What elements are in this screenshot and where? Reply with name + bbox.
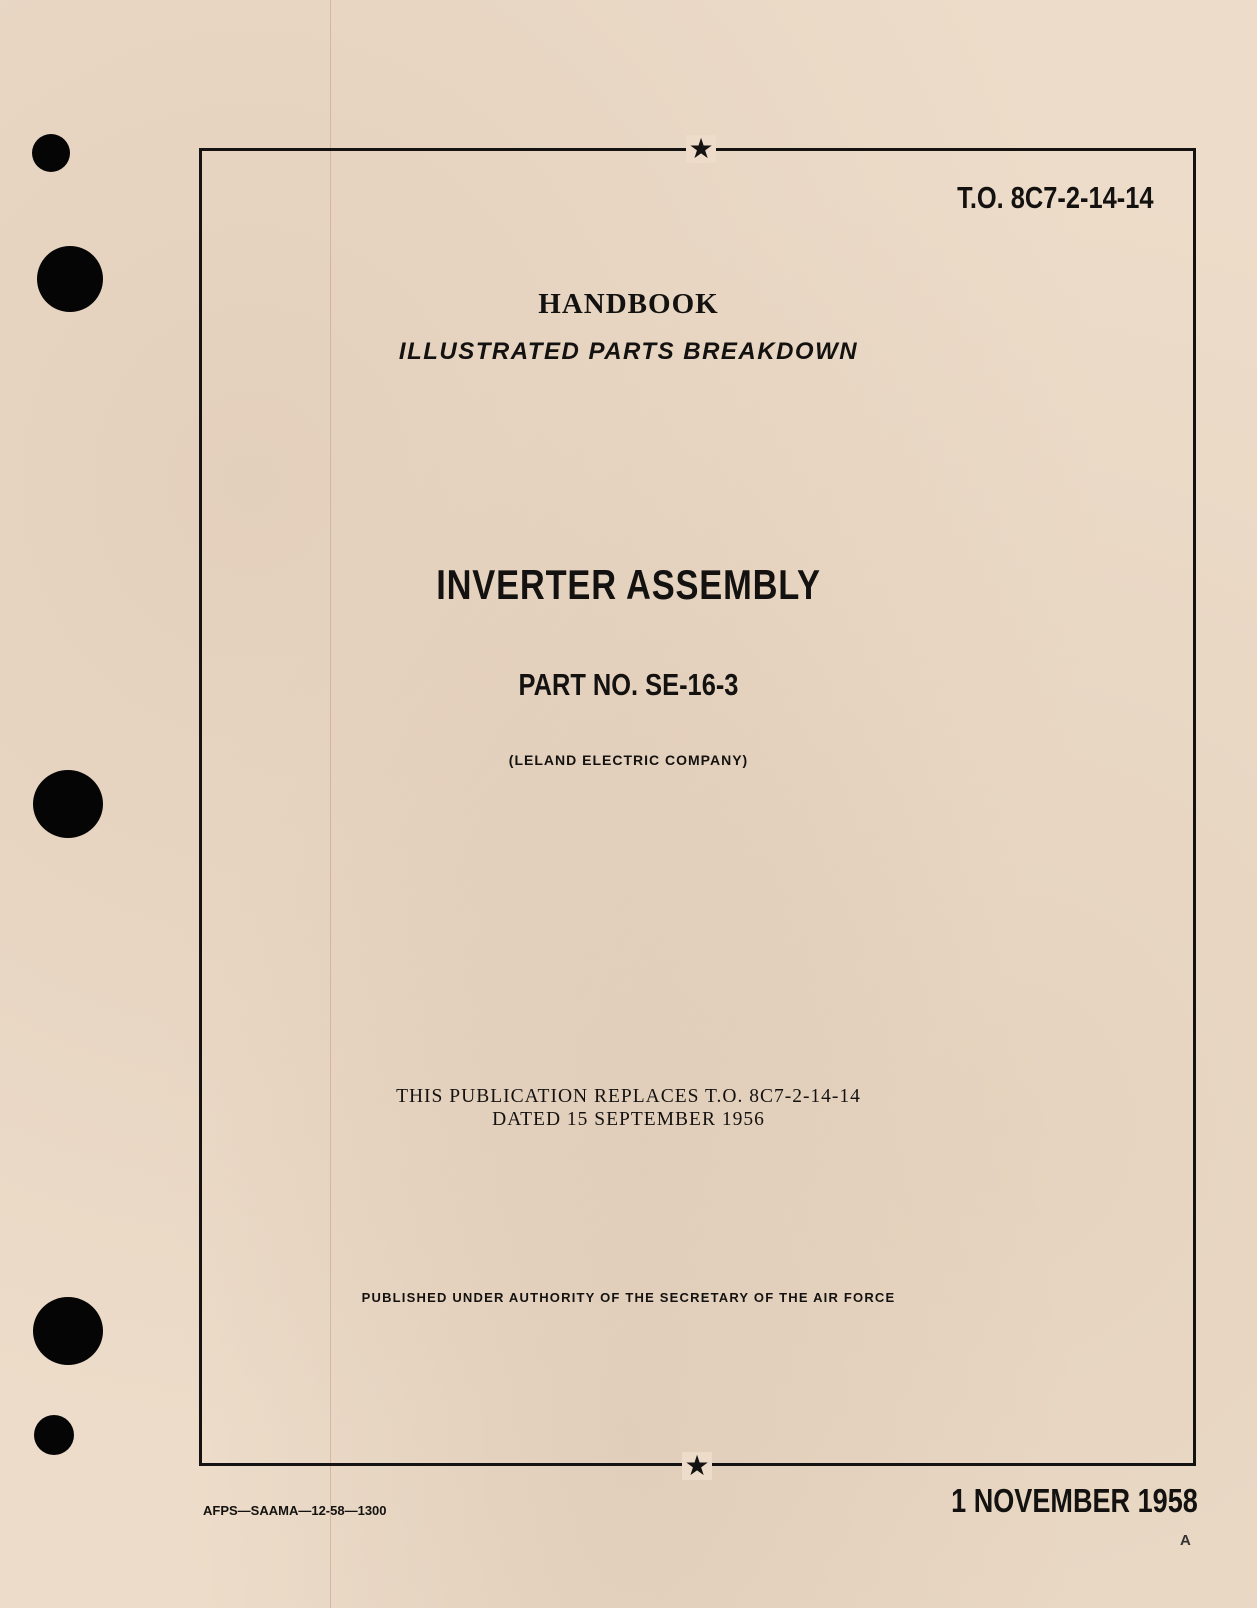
handbook-heading: HANDBOOK (538, 288, 719, 320)
supersession-line: THIS PUBLICATION REPLACES T.O. 8C7-2-14-14 (396, 1086, 861, 1107)
binder-hole (33, 1297, 103, 1365)
print-code: AFPS—SAAMA—12-58—1300 (203, 1503, 387, 1518)
page-mark: A (1180, 1532, 1191, 1549)
supersession-notice (0, 1085, 1257, 1131)
technical-order-number: T.O. 8C7-2-14-14 (956, 180, 1153, 215)
star-icon: ★ (686, 135, 716, 163)
binder-hole (32, 134, 70, 172)
manufacturer: (LELAND ELECTRIC COMPANY) (508, 752, 749, 768)
star-icon: ★ (682, 1452, 712, 1480)
publication-date: 1 NOVEMBER 1958 (951, 1482, 1198, 1519)
document-subtitle: ILLUSTRATED PARTS BREAKDOWN (398, 338, 859, 365)
part-number: PART NO. SE-16-3 (518, 667, 739, 702)
binder-hole (33, 770, 103, 838)
document-title: INVERTER ASSEMBLY (436, 561, 821, 608)
authority-statement: PUBLISHED UNDER AUTHORITY OF THE SECRETARY OF THE AIR FORCE (361, 1290, 896, 1305)
binder-hole (34, 1415, 74, 1455)
supersession-date: DATED 15 SEPTEMBER 1956 (492, 1109, 765, 1130)
